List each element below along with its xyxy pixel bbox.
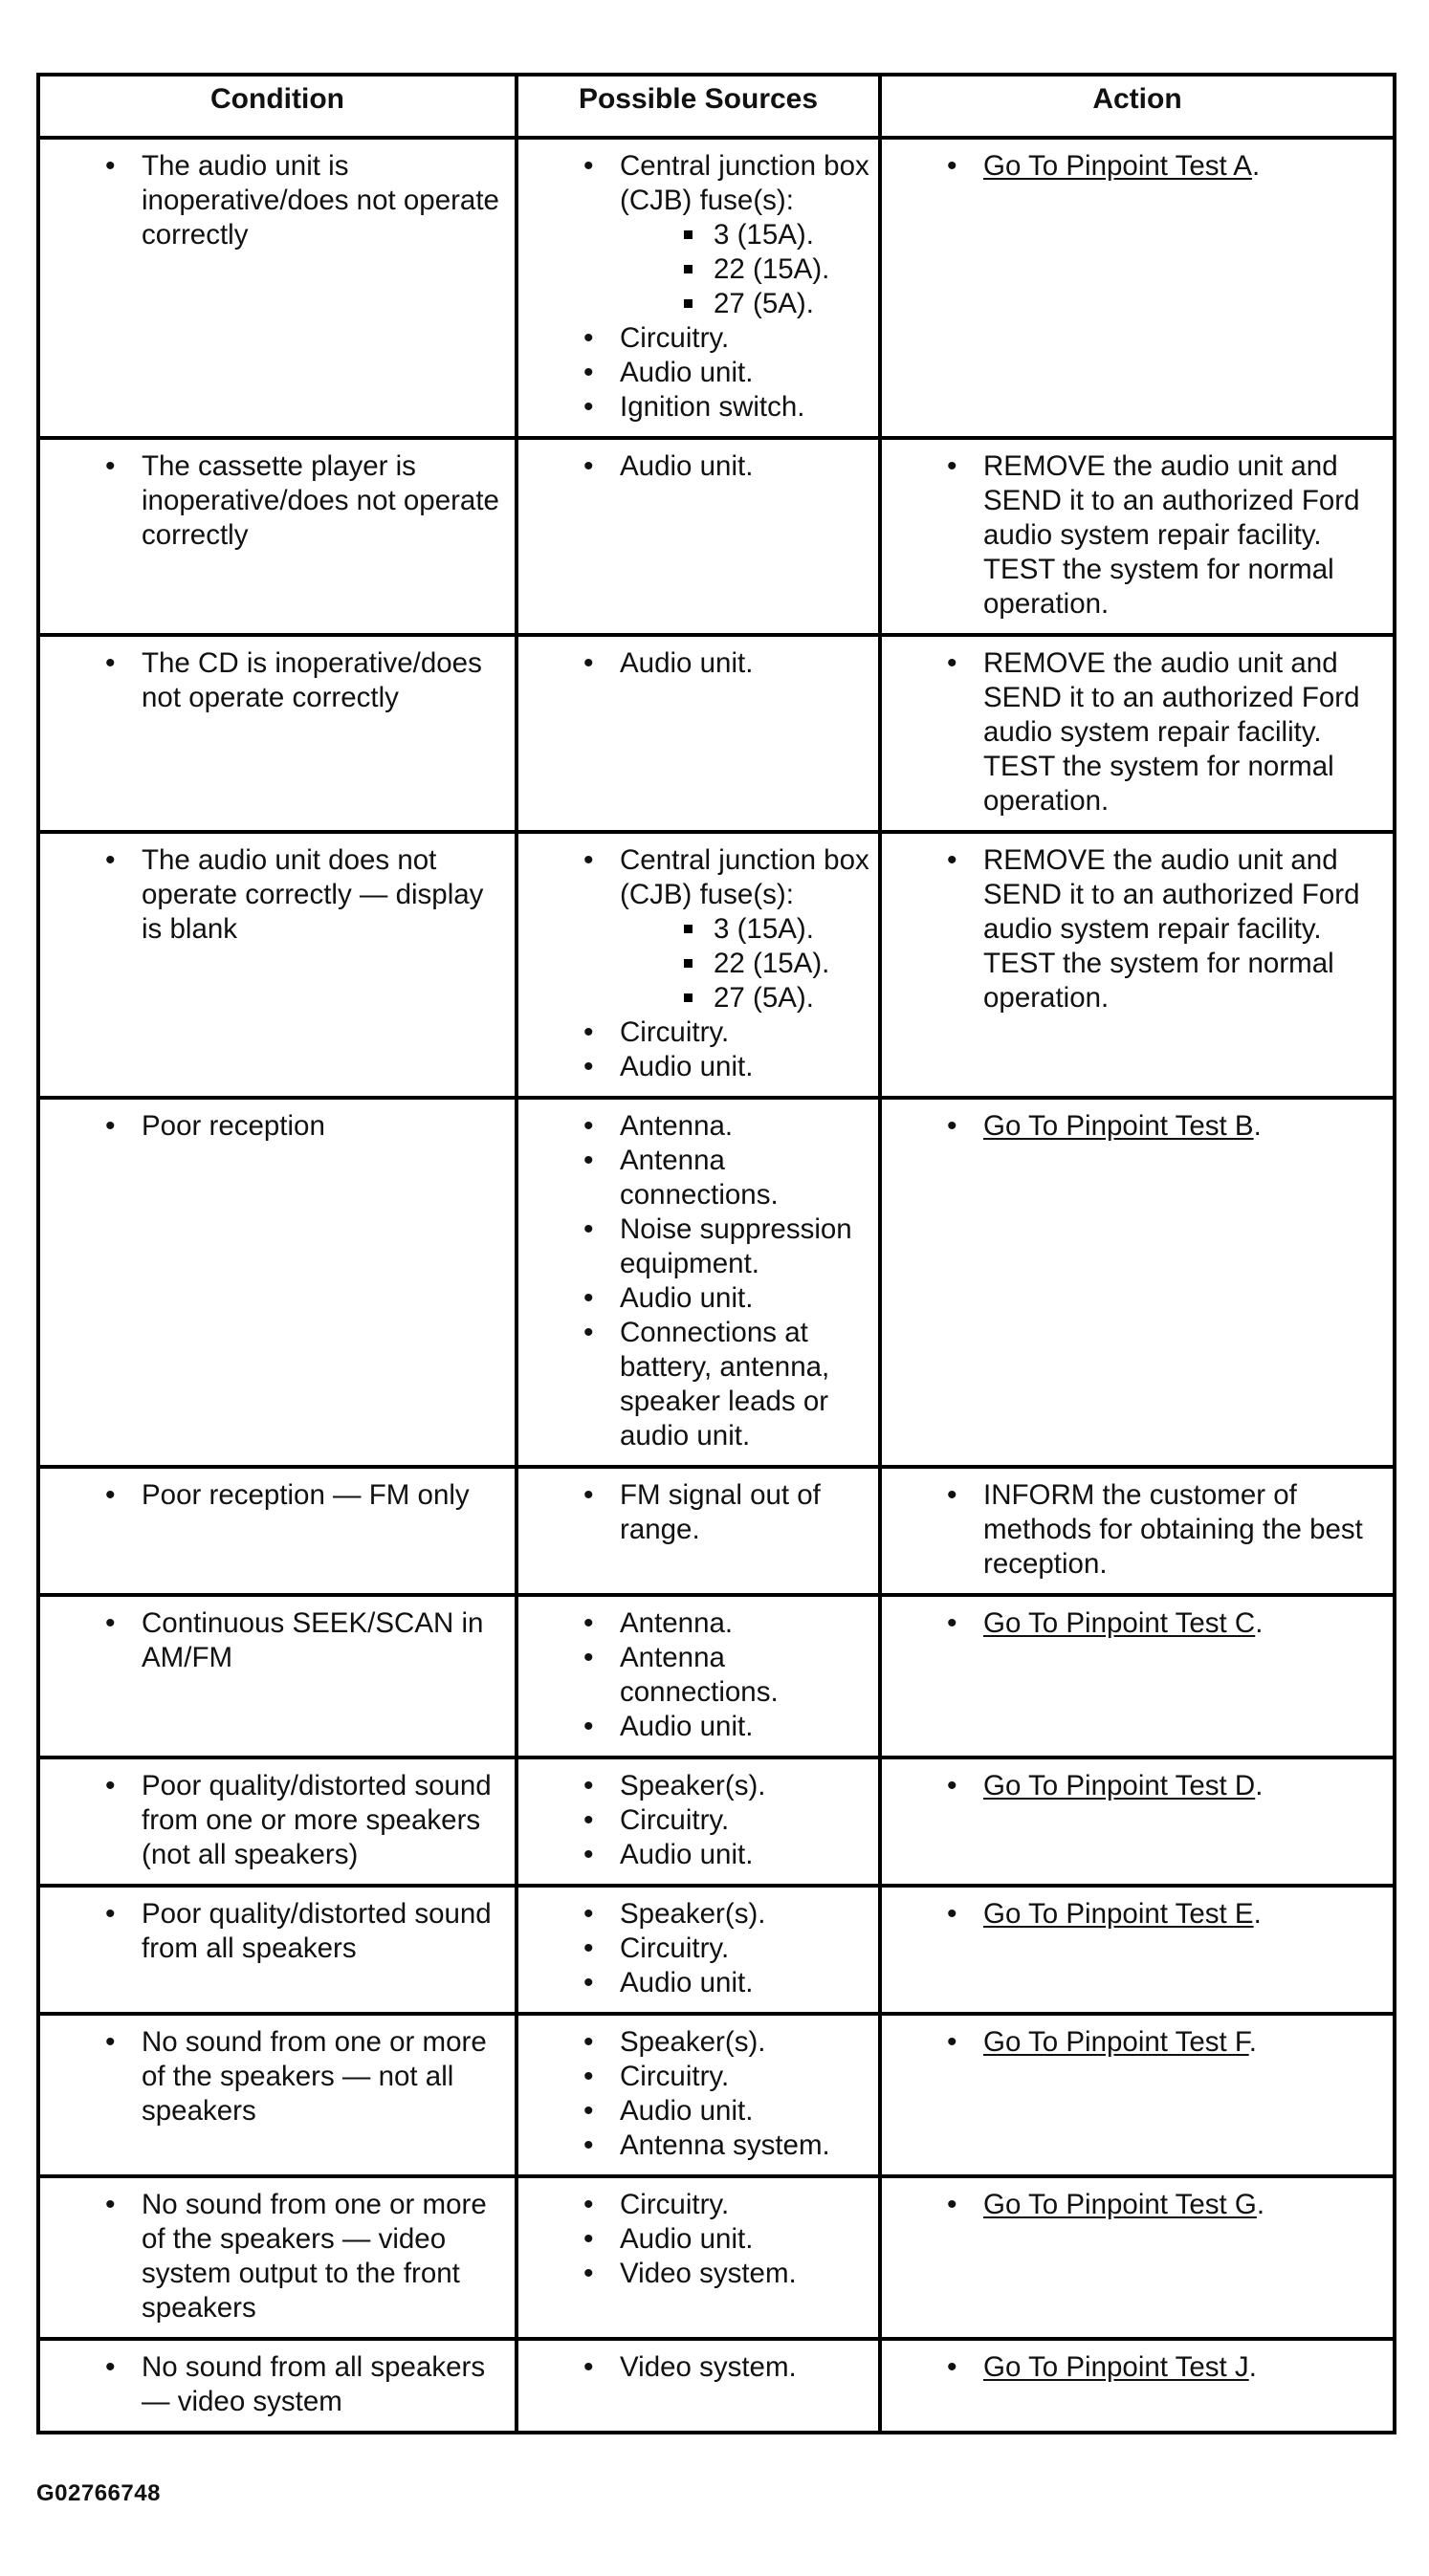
table-row xyxy=(38,1098,1395,1467)
action-cell xyxy=(880,832,1395,1098)
condition-text: • The CD is inoperative/does not operate correctly xyxy=(48,646,507,715)
diagnosis-sheet xyxy=(36,73,1393,2434)
action-item xyxy=(890,2188,1385,2222)
source-item xyxy=(526,1966,870,2000)
source-text: Video system. xyxy=(620,2351,797,2383)
header-possible-sources: Possible Sources xyxy=(517,75,880,138)
source-item xyxy=(526,1769,870,1803)
fuse-item: 3 (15A). xyxy=(620,912,870,947)
action-text: REMOVE the audio unit and SEND it to an authorized Ford audio system repair facility. TEST the system for normal operation. xyxy=(983,450,1360,620)
source-item xyxy=(526,1281,870,1316)
action-text: INFORM the customer of methods for obtaining the best reception. xyxy=(983,1479,1363,1580)
action-suffix: . xyxy=(1252,150,1261,182)
condition-cell xyxy=(38,1886,517,2014)
source-item xyxy=(526,1144,870,1212)
source-item xyxy=(526,1316,870,1453)
table-row xyxy=(38,2339,1395,2433)
action-cell xyxy=(880,635,1395,832)
action-cell xyxy=(880,1886,1395,2014)
action-cell xyxy=(880,2339,1395,2433)
action-cell xyxy=(880,1467,1395,1595)
condition-text: • The cassette player is inoperative/does not operate correctly xyxy=(48,449,507,553)
source-item xyxy=(526,2025,870,2060)
source-item xyxy=(526,2188,870,2222)
header-condition: Condition xyxy=(38,75,517,138)
pinpoint-test-link[interactable]: Go To Pinpoint Test E xyxy=(983,1898,1254,1930)
action-cell xyxy=(880,138,1395,438)
pinpoint-test-link[interactable]: Go To Pinpoint Test B xyxy=(983,1110,1254,1142)
pinpoint-test-link[interactable]: Go To Pinpoint Test G xyxy=(983,2189,1257,2220)
possible-sources-cell xyxy=(517,2176,880,2339)
source-item xyxy=(526,1050,870,1084)
possible-sources-cell xyxy=(517,1467,880,1595)
source-item xyxy=(526,2350,870,2385)
condition-cell xyxy=(38,832,517,1098)
possible-sources-cell xyxy=(517,2014,880,2176)
action-item xyxy=(890,1606,1385,1641)
condition-cell xyxy=(38,1467,517,1595)
action-item xyxy=(890,1897,1385,1932)
source-item xyxy=(526,390,870,425)
action-cell xyxy=(880,1595,1395,1757)
source-item xyxy=(526,2060,870,2094)
action-suffix: . xyxy=(1248,2026,1257,2058)
table-row xyxy=(38,2176,1395,2339)
fuse-item: 22 (15A). xyxy=(620,947,870,981)
source-item xyxy=(526,449,870,484)
possible-sources-cell xyxy=(517,1886,880,2014)
source-item xyxy=(526,1641,870,1710)
pinpoint-test-link[interactable]: Go To Pinpoint Test F xyxy=(983,2026,1249,2058)
action-cell xyxy=(880,1757,1395,1886)
table-row xyxy=(38,138,1395,438)
pinpoint-test-link[interactable]: Go To Pinpoint Test C xyxy=(983,1607,1256,1639)
source-text: Speaker(s). xyxy=(620,2026,766,2058)
action-suffix: . xyxy=(1253,1110,1262,1142)
symptom-chart-table xyxy=(36,73,1396,2434)
source-text: Antenna system. xyxy=(620,2129,830,2161)
source-text: Audio unit. xyxy=(620,1051,754,1082)
possible-sources-cell xyxy=(517,1757,880,1886)
source-text: Noise suppression equipment. xyxy=(620,1213,852,1279)
possible-sources-cell xyxy=(517,2339,880,2433)
source-text: Audio unit. xyxy=(620,450,754,482)
action-item xyxy=(890,1769,1385,1803)
source-item xyxy=(526,1838,870,1872)
condition-cell xyxy=(38,1757,517,1886)
table-row xyxy=(38,1886,1395,2014)
table-row xyxy=(38,1757,1395,1886)
action-item xyxy=(890,1109,1385,1144)
source-text: Speaker(s). xyxy=(620,1770,766,1801)
condition-cell xyxy=(38,438,517,635)
condition-text: • Poor reception — FM only xyxy=(48,1478,507,1513)
source-item xyxy=(526,321,870,356)
source-text: Circuitry. xyxy=(620,2189,730,2220)
condition-text: • The audio unit is inoperative/does not operate correctly xyxy=(48,149,507,252)
header-action: Action xyxy=(880,75,1395,138)
figure-id: G02766748 xyxy=(36,2480,161,2506)
action-item xyxy=(890,2025,1385,2060)
condition-text: • No sound from one or more of the speakers — video system output to the front speakers xyxy=(48,2188,507,2325)
action-item xyxy=(890,2350,1385,2385)
source-item xyxy=(526,1015,870,1050)
pinpoint-test-link[interactable]: Go To Pinpoint Test A xyxy=(983,150,1252,182)
source-text: Audio unit. xyxy=(620,1839,754,1870)
source-item xyxy=(526,1932,870,1966)
action-cell xyxy=(880,2176,1395,2339)
condition-text: • No sound from one or more of the speakers — not all speakers xyxy=(48,2025,507,2128)
source-item xyxy=(526,1478,870,1547)
condition-cell xyxy=(38,2014,517,2176)
source-item xyxy=(526,356,870,390)
fuse-item: 3 (15A). xyxy=(620,218,870,252)
pinpoint-test-link[interactable]: Go To Pinpoint Test J xyxy=(983,2351,1249,2383)
source-text: Antenna connections. xyxy=(620,1642,779,1708)
action-text: REMOVE the audio unit and SEND it to an authorized Ford audio system repair facility. TEST the system for normal operation. xyxy=(983,647,1360,817)
source-item xyxy=(526,1606,870,1641)
condition-cell xyxy=(38,2339,517,2433)
fuse-item: 27 (5A). xyxy=(620,981,870,1015)
source-item xyxy=(526,2094,870,2128)
source-text: Central junction box (CJB) fuse(s): xyxy=(620,844,869,910)
source-text: Antenna. xyxy=(620,1607,734,1639)
table-row xyxy=(38,832,1395,1098)
condition-text: • Continuous SEEK/SCAN in AM/FM xyxy=(48,1606,507,1675)
table-row xyxy=(38,438,1395,635)
condition-cell xyxy=(38,1595,517,1757)
source-item xyxy=(526,843,870,1015)
table-row xyxy=(38,1467,1395,1595)
source-text: Circuitry. xyxy=(620,1932,730,1964)
condition-text: • Poor reception xyxy=(48,1109,507,1144)
action-cell xyxy=(880,2014,1395,2176)
source-item xyxy=(526,1710,870,1744)
source-item xyxy=(526,646,870,681)
table-row xyxy=(38,635,1395,832)
source-text: Connections at battery, antenna, speaker leads or audio unit. xyxy=(620,1317,830,1452)
action-suffix: . xyxy=(1255,1770,1264,1801)
table-row xyxy=(38,2014,1395,2176)
source-text: Circuitry. xyxy=(620,1804,730,1836)
action-item xyxy=(890,843,1385,1015)
source-text: Audio unit. xyxy=(620,357,754,388)
source-text: Video system. xyxy=(620,2258,797,2289)
possible-sources-cell xyxy=(517,1098,880,1467)
source-item xyxy=(526,1803,870,1838)
source-text: Circuitry. xyxy=(620,322,730,354)
condition-text: • Poor quality/distorted sound from all speakers xyxy=(48,1897,507,1966)
action-text: REMOVE the audio unit and SEND it to an authorized Ford audio system repair facility. TEST the system for normal operation. xyxy=(983,844,1360,1014)
source-item xyxy=(526,149,870,321)
source-item xyxy=(526,1212,870,1281)
action-item xyxy=(890,1478,1385,1582)
action-item xyxy=(890,449,1385,622)
condition-text: • No sound from all speakers — video system xyxy=(48,2350,507,2419)
table-row xyxy=(38,1595,1395,1757)
source-text: Audio unit. xyxy=(620,1967,754,1998)
condition-text: • The audio unit does not operate correctly — display is blank xyxy=(48,843,507,947)
condition-text: • Poor quality/distorted sound from one or more speakers (not all speakers) xyxy=(48,1769,507,1872)
source-text: Audio unit. xyxy=(620,1711,754,1742)
source-text: Circuitry. xyxy=(620,2061,730,2092)
source-text: Antenna. xyxy=(620,1110,734,1142)
source-text: Ignition switch. xyxy=(620,391,805,423)
fuse-item: 27 (5A). xyxy=(620,287,870,321)
header-row xyxy=(38,75,1395,138)
possible-sources-cell xyxy=(517,635,880,832)
action-item xyxy=(890,149,1385,184)
possible-sources-cell xyxy=(517,138,880,438)
source-text: FM signal out of range. xyxy=(620,1479,821,1545)
source-item xyxy=(526,2257,870,2291)
source-item xyxy=(526,1109,870,1144)
condition-cell xyxy=(38,1098,517,1467)
fuse-item: 22 (15A). xyxy=(620,252,870,287)
source-text: Audio unit. xyxy=(620,1282,754,1314)
condition-cell xyxy=(38,635,517,832)
action-suffix: . xyxy=(1256,2189,1265,2220)
source-item xyxy=(526,1897,870,1932)
source-item xyxy=(526,2222,870,2257)
condition-cell xyxy=(38,138,517,438)
source-text: Circuitry. xyxy=(620,1016,730,1048)
source-item xyxy=(526,2128,870,2163)
possible-sources-cell xyxy=(517,832,880,1098)
source-text: Antenna connections. xyxy=(620,1145,779,1211)
action-item xyxy=(890,646,1385,819)
action-suffix: . xyxy=(1255,1607,1264,1639)
source-text: Audio unit. xyxy=(620,2095,754,2127)
source-text: Audio unit. xyxy=(620,647,754,679)
action-cell xyxy=(880,438,1395,635)
pinpoint-test-link[interactable]: Go To Pinpoint Test D xyxy=(983,1770,1256,1801)
condition-cell xyxy=(38,2176,517,2339)
source-text: Central junction box (CJB) fuse(s): xyxy=(620,150,869,216)
table-body xyxy=(38,138,1395,2433)
action-cell xyxy=(880,1098,1395,1467)
possible-sources-cell xyxy=(517,1595,880,1757)
action-suffix: . xyxy=(1248,2351,1257,2383)
possible-sources-cell xyxy=(517,438,880,635)
source-text: Audio unit. xyxy=(620,2223,754,2255)
source-text: Speaker(s). xyxy=(620,1898,766,1930)
action-suffix: . xyxy=(1253,1898,1262,1930)
